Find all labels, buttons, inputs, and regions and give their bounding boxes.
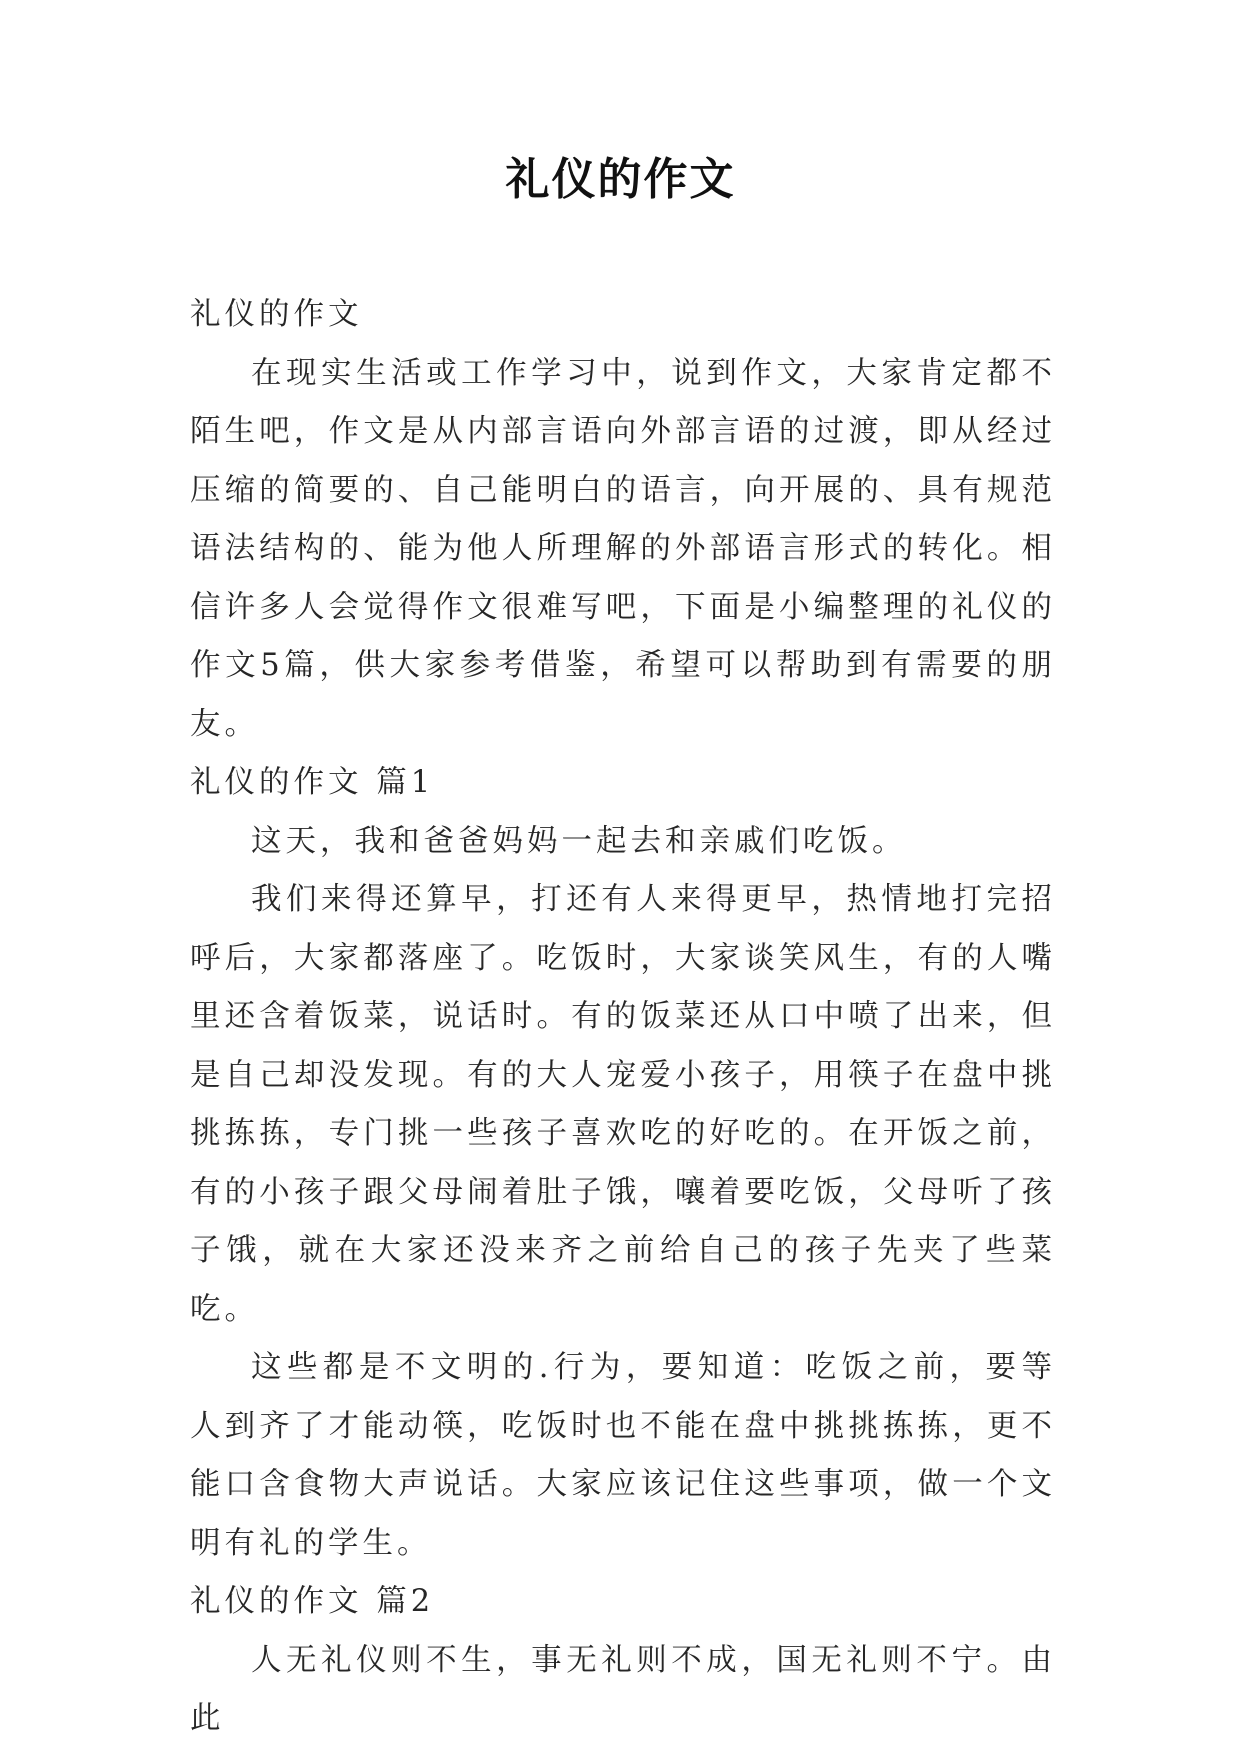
section-heading-1: 礼仪的作文 篇1 — [190, 765, 435, 800]
section-heading: 礼仪的作文 — [190, 297, 363, 332]
section-heading-2: 礼仪的作文 篇2 — [190, 1584, 435, 1619]
body-paragraph: 我们来得还算早，打还有人来得更早，热情地打完招呼后，大家都落座了。吃饭时，大家谈笑风生，有的人嘴里还含着饭菜，说话时。有的饭菜还从口中喷了出来，但是自己却没发现。有的大人宠爱小孩子，用筷子在盘中挑挑拣拣，专门挑一些孩子喜欢吃的好吃的。在开饭之前，有的小孩子跟父母闹着肚子饿，嚷着要吃饭，父母听了孩子饿，就在大家还没来齐之前给自己的孩子先夹了些菜吃。 — [190, 882, 1056, 1327]
intro-paragraph: 在现实生活或工作学习中，说到作文，大家肯定都不陌生吧，作文是从内部言语向外部言语的过渡，即从经过压缩的简要的、自己能明白的语言，向开展的、具有规范语法结构的、能为他人所理解的外部语言形式的转化。相信许多人会觉得作文很难写吧，下面是小编整理的礼仪的作文5篇，供大家参考借鉴，希望可以帮助到有需要的朋友。 — [190, 355, 1056, 742]
body-paragraph: 这些都是不文明的.行为，要知道：吃饭之前，要等人到齐了才能动筷，吃饭时也不能在盘中挑挑拣拣，更不能口含食物大声说话。大家应该记住这些事项，做一个文明有礼的学生。 — [190, 1350, 1056, 1561]
body-paragraph: 人无礼仪则不生，事无礼则不成，国无礼则不宁。由此 — [190, 1642, 1056, 1736]
body-paragraph: 这天，我和爸爸妈妈一起去和亲戚们吃饭。 — [251, 823, 907, 859]
document-body — [190, 286, 1056, 1749]
document-title: 礼仪的作文 — [505, 154, 736, 205]
